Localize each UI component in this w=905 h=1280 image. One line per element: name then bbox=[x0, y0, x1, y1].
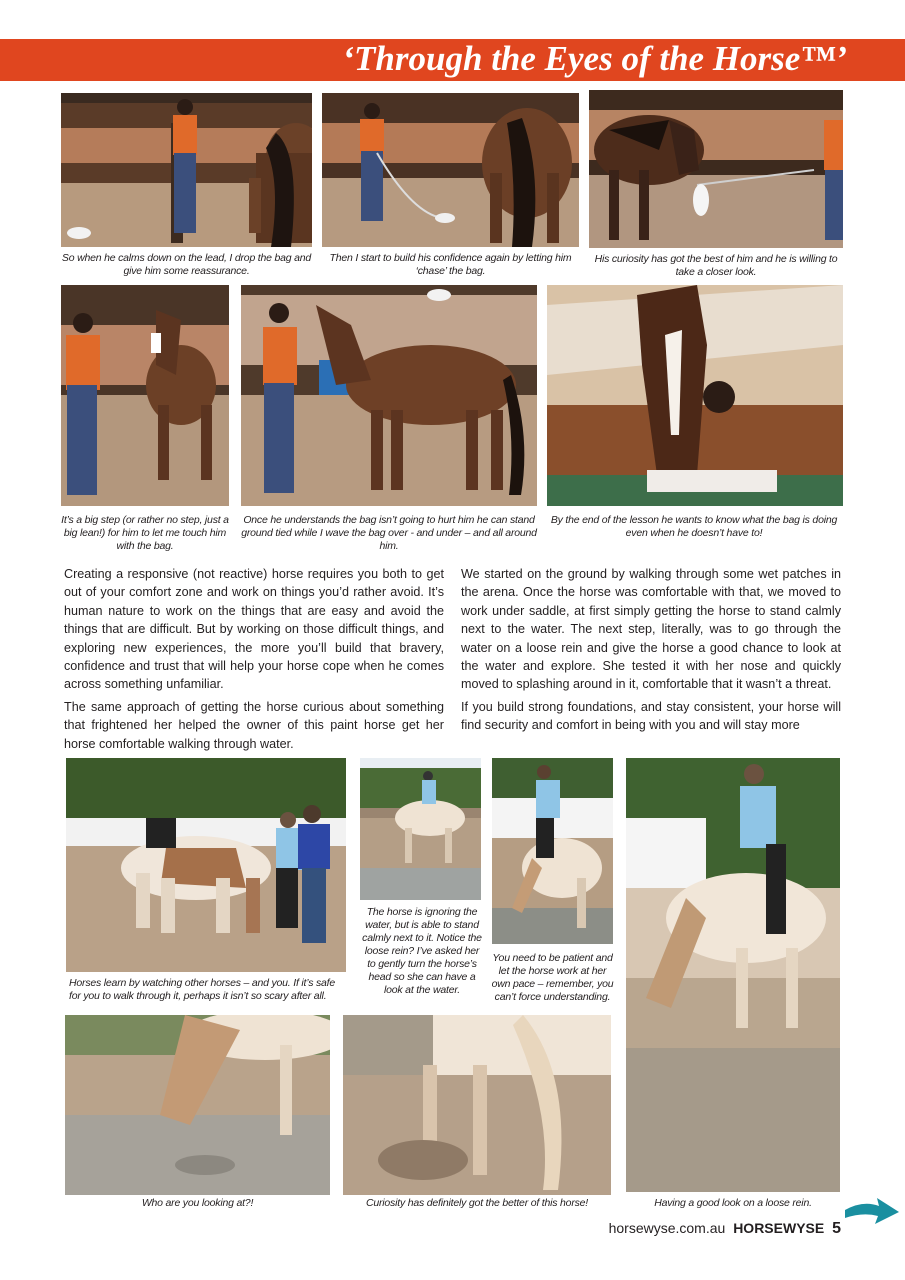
footer-website: horsewyse.com.au bbox=[608, 1220, 726, 1236]
body-left-paragraph-2: The same approach of getting the horse curious about something that frightened her helped the owner of this paint horse get her horse comfortable walking through water. bbox=[64, 699, 444, 751]
page-footer bbox=[609, 1220, 841, 1238]
caption-5: Once he understands the bag isn’t going to hurt him he can stand ground tied while I wave the bag over - and under – and all around him. bbox=[241, 514, 537, 552]
photo-patient-at-water bbox=[492, 758, 613, 944]
caption-8: The horse is ignoring the water, but is able to stand calmly next to it. Notice the loose rein? I’ve asked her to gently turn the horse’s head so she can have a look at the water. bbox=[362, 906, 482, 996]
footer-brand: HORSEWYSE bbox=[733, 1220, 825, 1236]
photo-walking-through-water bbox=[66, 758, 346, 972]
photo-horse-chases-bag bbox=[322, 93, 579, 247]
photo-horse-closer-look bbox=[589, 90, 843, 248]
photo-horse-nose-in-water bbox=[65, 1015, 330, 1195]
photo-splashing bbox=[343, 1015, 611, 1195]
photo-handler-drops-bag bbox=[61, 93, 312, 247]
caption-10: Who are you looking at?! bbox=[141, 1197, 254, 1209]
photo-standing-by-water bbox=[360, 758, 481, 900]
caption-11: Curiosity has definitely got the better of this horse! bbox=[365, 1197, 589, 1209]
caption-12: Having a good look on a loose rein. bbox=[654, 1197, 812, 1209]
caption-6: By the end of the lesson he wants to know what the bag is doing even when he doesn’t have to! bbox=[550, 514, 838, 539]
body-right-paragraph-2: If you build strong foundations, and stay consistent, your horse will find security and comfort in being with you and will stay more bbox=[461, 699, 841, 733]
photo-touch-with-bag bbox=[61, 285, 229, 506]
caption-9: You need to be patient and let the horse work at her own pace – remember, you can’t force understanding. bbox=[491, 952, 614, 1003]
title-banner bbox=[0, 39, 905, 81]
body-right-paragraph-1: We started on the ground by walking through some wet patches in the arena. Once the horse was comfortable with that, we moved to work under saddle, at first simply getting the horse to stand calmly next to the water. The next step, literally, was to go through the water on a loose rein and give the horse a good chance to look at the water and explore. She tested it with her nose and quickly moved to splashing around in it, comfortable that it wasn’t a threat. bbox=[461, 567, 841, 692]
body-left-paragraph-1: Creating a responsive (not reactive) horse requires you both to get out of your comfort zone and work on things you’d rather avoid. It’s human nature to work on the things that are easy and avoid the things that are difficult. But by working on those difficult things, and exploring new experiences, the more you’ll build that bravery, confidence and trust that will help your horse cope when he comes across something unfamiliar. bbox=[64, 567, 444, 692]
body-left-column bbox=[64, 565, 444, 757]
caption-4: It’s a big step (or rather no step, just a big lean!) for him to let me touch him with the bag. bbox=[61, 514, 229, 552]
article-title: ‘Through the Eyes of the Horse™’ bbox=[342, 39, 847, 78]
caption-7: Horses learn by watching other horses – and you. If it’s safe for you to walk through it, perhaps it isn’t so scary after all. bbox=[69, 977, 336, 1002]
caption-3: His curiosity has got the best of him and he is willing to take a closer look. bbox=[594, 253, 838, 278]
photo-sniffing-bag bbox=[547, 285, 843, 506]
photo-ground-tied bbox=[241, 285, 537, 506]
page-number: 5 bbox=[832, 1220, 841, 1237]
photo-rider-loose-rein bbox=[626, 758, 840, 1192]
continue-arrow-icon bbox=[843, 1196, 901, 1226]
caption-2: Then I start to build his confidence again by letting him ‘chase’ the bag. bbox=[329, 252, 572, 277]
caption-1: So when he calms down on the lead, I drop the bag and give him some reassurance. bbox=[61, 252, 312, 277]
body-right-column bbox=[461, 565, 841, 739]
